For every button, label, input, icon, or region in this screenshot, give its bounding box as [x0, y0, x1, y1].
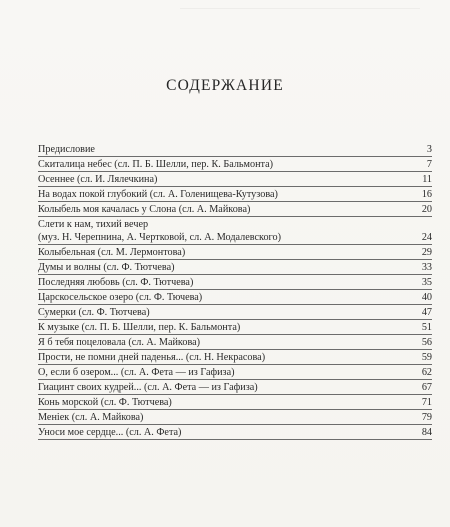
toc-entry: [38, 143, 432, 157]
toc-entry-title: О, если б озером... (сл. А. Фета — из Гафиза): [38, 366, 235, 378]
toc-entry: [38, 381, 432, 395]
toc-entry-page: 20: [421, 203, 432, 215]
toc-entry-title: Уноси мое сердце... (сл. А. Фета): [38, 426, 182, 438]
toc-entry-title: Гиацинт своих кудрей... (сл. А. Фета — из Гафиза): [38, 381, 258, 393]
toc-entry-line2: [38, 231, 432, 245]
toc-entry-page: 84: [421, 426, 432, 438]
toc-entry-title: Последняя любовь (сл. Ф. Тютчева): [38, 277, 194, 289]
toc-entry-page: 29: [421, 247, 432, 259]
toc-entry: [38, 426, 432, 440]
toc-entry-title: Скиталица небес (сл. П. Б. Шелли, пер. К. Бальмонта): [38, 158, 274, 170]
bleed-through-marks: [180, 8, 420, 49]
toc-entry-page: 62: [421, 366, 432, 378]
toc-entry-title: Сумерки (сл. Ф. Тютчева): [38, 307, 150, 319]
toc-entry: [38, 203, 432, 217]
toc-entry: [38, 411, 432, 425]
toc-entry-page: 7: [426, 158, 432, 170]
toc-entry-title-line2: (муз. Н. Черепнина, А. Чертковой, сл. А. Модалевского): [38, 232, 281, 244]
toc-entry-title: К музыке (сл. П. Б. Шелли, пер. К. Бальмонта): [38, 322, 241, 334]
toc-entry-page: 59: [421, 351, 432, 363]
toc-entry-title: На водах покой глубокий (сл. А. Голенищева-Кутузова): [38, 188, 278, 200]
toc-entry-title: Менiек (сл. А. Майкова): [38, 411, 144, 423]
toc-entry-page: 16: [421, 188, 432, 200]
toc-entry: [38, 396, 432, 410]
toc-entry: [38, 291, 432, 305]
toc-entry-page: 51: [421, 322, 432, 334]
toc-entry-title: Царскосельское озеро (сл. Ф. Тючева): [38, 292, 203, 304]
toc-entry-page: 3: [426, 144, 432, 155]
toc-entry-title: Прости, не помни дней паденья... (сл. Н. Некрасова): [38, 351, 266, 363]
toc-entry-page: 47: [421, 307, 432, 319]
toc-entry-title: Я б тебя поцеловала (сл. А. Майкова): [38, 337, 201, 348]
toc-entry-page: 67: [421, 381, 432, 393]
toc-entry: [38, 306, 432, 320]
toc-entry: [38, 276, 432, 290]
toc-entry: [38, 188, 432, 202]
toc-entry-title: Предисловие: [38, 144, 95, 155]
toc-entry-page: 33: [421, 262, 432, 274]
toc-entry: [38, 366, 432, 380]
toc-entry-title: Думы и волны (сл. Ф. Тютчева): [38, 262, 175, 274]
toc-entry: [38, 158, 432, 172]
page-title: СОДЕРЖАНИЕ: [166, 77, 284, 94]
toc-entry-title-line1: Слети к нам, тихий вечер: [38, 218, 149, 230]
toc-entry-multiline: [38, 218, 432, 245]
toc-entry: [38, 173, 432, 187]
toc-entry-page: 24: [421, 232, 432, 244]
table-of-contents: [38, 143, 432, 441]
toc-entry: [38, 321, 432, 335]
toc-entry-title: Осеннее (сл. И. Лялечкина): [38, 173, 158, 185]
toc-entry-page: 40: [421, 292, 432, 304]
toc-entry: [38, 351, 432, 365]
toc-entry-title: Колыбельная (сл. М. Лермонтова): [38, 247, 186, 259]
toc-entry-page: 35: [421, 277, 432, 289]
toc-entry: [38, 246, 432, 260]
toc-entry-page: 56: [421, 337, 432, 348]
toc-entry-page: 71: [421, 396, 432, 408]
toc-entry: [38, 336, 432, 350]
toc-entry-title: Колыбель моя качалась у Слона (сл. А. Майкова): [38, 203, 251, 215]
toc-entry-page: 11: [422, 173, 432, 185]
toc-entry-title: Конь морской (сл. Ф. Тютчева): [38, 396, 172, 408]
toc-entry: [38, 261, 432, 275]
toc-entry-page: 79: [421, 411, 432, 423]
